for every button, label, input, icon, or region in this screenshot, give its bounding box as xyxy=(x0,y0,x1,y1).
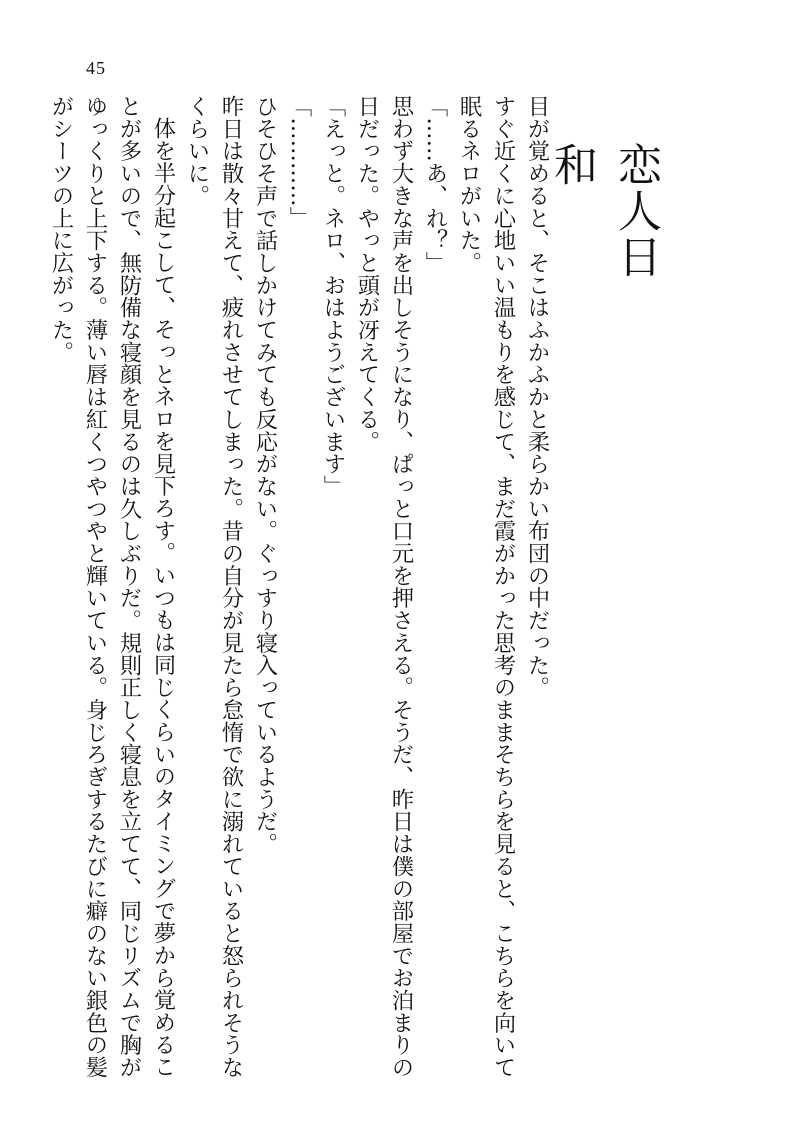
page-number: 45 xyxy=(86,58,106,78)
paragraph: ひそひそ声で話しかけてみても反応がない。ぐっすり寝入っているようだ。 xyxy=(252,95,278,855)
paragraph: 思わず大きな声を出しそうになり、ぱっと口元を押さえる。そうだ、昨日は僕の部屋でお泊まりの日だった。やっと頭が冴えてくる。 xyxy=(354,95,414,1079)
dialogue-line: 「えっと。ネロ、おはようございます」 xyxy=(320,95,346,498)
paragraph: 目が覚めると、そこはふかふかと柔らかい布団の中だった。 xyxy=(524,95,550,699)
body-text xyxy=(48,95,554,1085)
chapter-title: 恋人日和 xyxy=(546,142,661,280)
dialogue-line: 「……あ、れ？」 xyxy=(422,95,448,274)
paragraph: 体を半分起こして、そっとネロを見下ろす。いつもは同じくらいのタイミングで夢から覚めることが多いので、無防備な寝顔を見るのは久しぶりだ。規則正しく寝息を立てて、同じリズムで胸がゆっくりと上下する。薄い唇は紅くつやつやと輝いている。身じろぎするたびに癖のない銀色の髪がシーツの上に広がった。 xyxy=(48,95,176,1079)
paragraph: すぐ近くに心地いい温もりを感じて、まだ霞がかった思考のままそちらを見ると、こちらを向いて眠るネロがいた。 xyxy=(456,95,516,1079)
dialogue-line: 「…………」 xyxy=(286,95,312,230)
paragraph: 昨日は散々甘えて、疲れさせてしまった。昔の自分が見たら怠惰で欲に溺れていると怒られそうなくらいに。 xyxy=(184,95,244,1079)
